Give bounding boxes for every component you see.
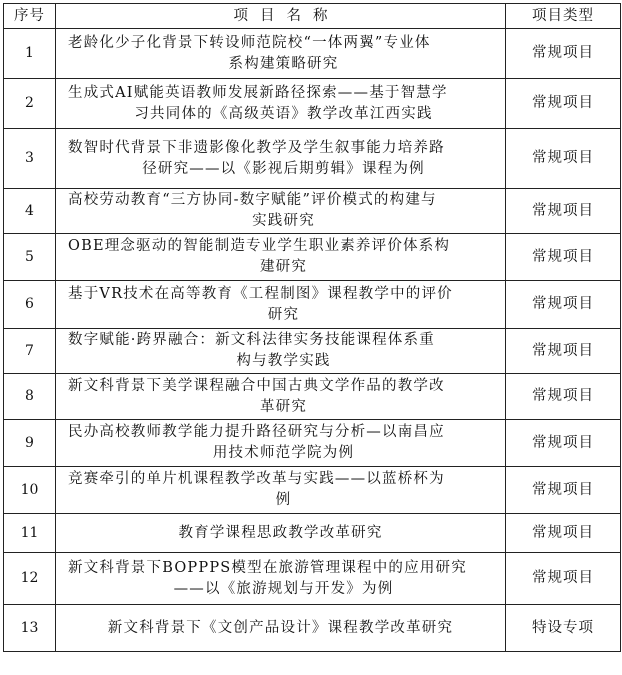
project-name-line2: 建研究 [259, 259, 308, 275]
row-number: 13 [4, 605, 56, 652]
table-row [4, 29, 621, 79]
project-name [56, 420, 506, 467]
project-name-line1: 高校劳动教育“三方协同-数字赋能”评价模式的构建与 [68, 192, 437, 208]
table-row [4, 605, 621, 652]
project-name [56, 329, 506, 374]
project-name [56, 129, 506, 189]
table-row [4, 553, 621, 605]
project-name [56, 374, 506, 420]
project-type: 常规项目 [506, 467, 621, 514]
table-row [4, 514, 621, 553]
project-name [56, 29, 506, 79]
project-name-line1: 竞赛牵引的单片机课程教学改革与实践——以蓝桥杯为 [68, 471, 445, 487]
project-name-line1: 教育学课程思政教学改革研究 [178, 524, 383, 541]
project-name-line2: 革研究 [259, 398, 308, 415]
header-no: 序号 [4, 4, 56, 29]
project-name-line1: 数智时代背景下非遗影像化教学及学生叙事能力培养路 [68, 139, 445, 156]
project-type: 常规项目 [506, 420, 621, 467]
project-type: 常规项目 [506, 189, 621, 234]
project-name [56, 234, 506, 281]
row-number: 10 [4, 467, 56, 514]
row-number: 5 [4, 234, 56, 281]
table-row [4, 420, 621, 467]
project-name [56, 467, 506, 514]
project-type: 常规项目 [506, 281, 621, 329]
row-number: 7 [4, 329, 56, 374]
project-name-line2: 习共同体的《高级英语》教学改革江西实践 [134, 105, 433, 122]
project-name [56, 281, 506, 329]
project-type: 特设专项 [506, 605, 621, 652]
header-type: 项目类型 [506, 4, 621, 29]
table-row [4, 129, 621, 189]
row-number: 3 [4, 129, 56, 189]
project-type: 常规项目 [506, 79, 621, 129]
header-name: 项目名称 [56, 4, 506, 29]
project-name [56, 79, 506, 129]
project-type: 常规项目 [506, 514, 621, 553]
project-name-line2: 构与教学实践 [236, 353, 331, 369]
project-name-line2: 例 [275, 492, 292, 508]
row-number: 2 [4, 79, 56, 129]
table-row [4, 467, 621, 514]
project-type: 常规项目 [506, 129, 621, 189]
project-type: 常规项目 [506, 374, 621, 420]
project-name-line2: 研究 [267, 306, 300, 323]
row-number: 4 [4, 189, 56, 234]
project-name-line1: 数字赋能·跨界融合：新文科法律实务技能课程体系重 [68, 332, 435, 348]
project-name-line2: 系构建策略研究 [228, 55, 339, 72]
project-name [56, 605, 506, 652]
header-row [4, 4, 621, 29]
project-name-line1: 新文科背景下美学课程融合中国古典文学作品的教学改 [68, 377, 445, 394]
table-row [4, 234, 621, 281]
project-name-line2: 实践研究 [252, 213, 315, 229]
row-number: 11 [4, 514, 56, 553]
row-number: 1 [4, 29, 56, 79]
project-name-line1: 民办高校教师教学能力提升路径研究与分析—以南昌应 [68, 424, 445, 440]
project-name-line1: 新文科背景下《文创产品设计》课程教学改革研究 [107, 619, 454, 636]
project-name-line1: 生成式AI赋能英语教师发展新路径探索——基于智慧学 [68, 84, 448, 101]
project-name [56, 189, 506, 234]
project-name-line2: ——以《旅游规划与开发》为例 [173, 580, 394, 597]
project-name-line1: 新文科背景下BOPPPS模型在旅游管理课程中的应用研究 [68, 559, 467, 576]
table-row [4, 79, 621, 129]
row-number: 8 [4, 374, 56, 420]
row-number: 12 [4, 553, 56, 605]
project-type: 常规项目 [506, 234, 621, 281]
table-row [4, 281, 621, 329]
table-row [4, 329, 621, 374]
project-table [3, 3, 621, 652]
project-name-line2: 用技术师范学院为例 [212, 445, 355, 461]
table-row [4, 189, 621, 234]
table-row [4, 374, 621, 420]
project-name [56, 553, 506, 605]
project-name-line1: 基于VR技术在高等教育《工程制图》课程教学中的评价 [68, 285, 453, 302]
project-type: 常规项目 [506, 329, 621, 374]
project-name [56, 514, 506, 553]
row-number: 6 [4, 281, 56, 329]
project-type: 常规项目 [506, 553, 621, 605]
project-name-line1: OBE理念驱动的智能制造专业学生职业素养评价体系构 [68, 238, 451, 254]
project-name-line2: 径研究——以《影视后期剪辑》课程为例 [142, 160, 425, 177]
row-number: 9 [4, 420, 56, 467]
project-name-line1: 老龄化少子化背景下转设师范院校“一体两翼”专业体 [68, 34, 431, 51]
project-type: 常规项目 [506, 29, 621, 79]
